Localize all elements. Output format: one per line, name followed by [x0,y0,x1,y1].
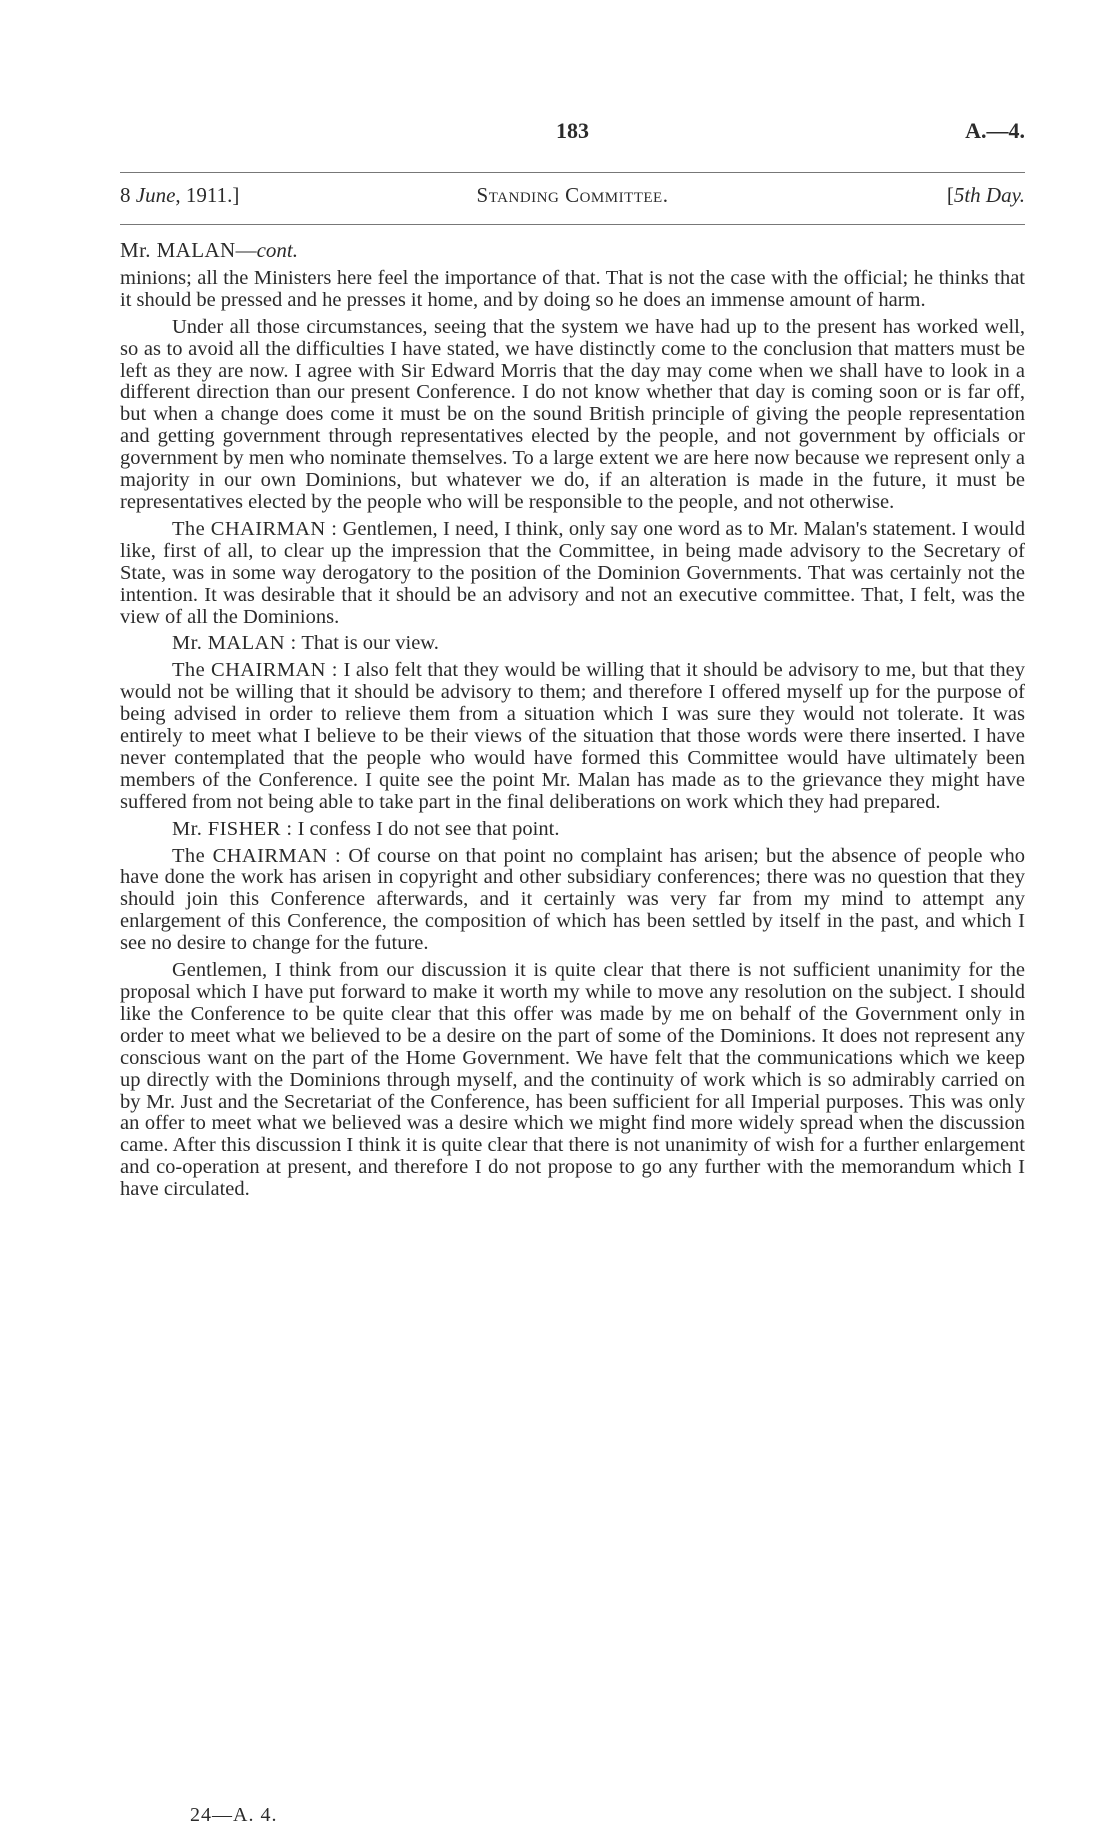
running-head-title: Standing Committee. [476,183,669,207]
paragraph-1 [120,268,1025,312]
paragraph-7 [120,846,1025,956]
paragraph-8 [120,960,1025,1201]
paragraph-speaker: Mr. MALAN : [172,632,297,655]
header-rule-bottom [120,224,1025,225]
running-head [120,183,1025,219]
paragraph-text: Of course on that point no complaint has arisen; but the absence of people who have done the work has arisen in copyright and other subsidiary conferences; there was no question that they should join this Conference afterwards, and it certainly was very far from my mind to attempt any enlargement of this Conference, the composition of which has been settled by itself in the past, and which I see no desire to change for the future. [120,844,1025,955]
paper-reference: A.—4. [965,118,1025,143]
paragraph-text: I confess I do not see that point. [292,817,560,840]
paragraph-text: Gentlemen, I need, I think, only say one word as to Mr. Malan's statement. I would like, first of all, to clear up the impression that the Committee, in being made advisory to the Secretary of State, was in some way derogatory to the position of the Dominion Governments. That was certainly not the intention. It was desirable that it should be an advisory and not an executive committee. That, I felt, was the view of all the Dominions. [120,517,1025,628]
paragraph-3 [120,519,1025,629]
continuation-speaker: Mr. MALAN [120,238,236,262]
header-rule-top [120,172,1025,173]
paragraph-4 [120,633,1025,655]
body-text [120,240,1025,1206]
date-prefix: 8 [120,183,136,207]
day-number: 5th [953,183,981,207]
running-head-day [947,183,1025,208]
page-number: 183 [556,118,589,143]
day-label: Day. [980,183,1025,207]
paragraph-text: Under all those circumstances, seeing that the system we have had up to the present has worked well, so as to avoid all the difficulties I have stated, we have distinctly come to the conclusion that matters must be left as they are now. I agree with Sir Edward Morris that the day may come when we shall have to look in a different direction than our present Conference. I do not know whether that day is coming soon or is far off, but when a change does come it must be on the sound British principle of giving the people representation and getting government through representatives elected by the people, and not government by officials or government by men who nominate themselves. To a large extent we are here now because we represent only a majority in our own Dominions, but whatever we do, if an alteration is made in the future, it must be representatives elected by the people who will be responsible to the people, and not otherwise. [120,315,1025,513]
date-month: June [135,183,176,207]
paragraph-speaker: The CHAIRMAN : [172,659,338,682]
paragraph-speaker: The CHAIRMAN : [172,517,338,540]
page-header [120,118,1025,158]
paragraph-text: minions; all the Ministers here feel the importance of that. That is not the case with the official; he thinks that it should be pressed and he presses it home, and by doing so he does an immense amount of harm. [120,266,1025,311]
signature-mark: 24—A. 4. [190,1804,278,1826]
paragraph-text: That is our view. [296,632,439,655]
paragraph-speaker: Mr. FISHER : [172,817,293,840]
paragraph-text: I also felt that they would be willing that it should be advisory to me, but that they would not be willing that it should be advisory to them; and therefore I offered myself up for the purpose of being advised in order to relieve them from a situation which I was sure they would not tolerate. It was entirely to meet what I believe to be their views of the situation that those words were there inserted. I have never contemplated that the people who would have formed this Committee would have ultimately been members of the Conference. I quite see the point Mr. Malan has made as to the grievance they might have suffered from not being able to take part in the final deliberations on work which they had prepared. [120,659,1026,813]
paragraph-speaker: The CHAIRMAN : [172,844,342,867]
paragraph-2 [120,317,1025,514]
continuation-dash: — [235,238,257,262]
date-suffix: , 1911.] [175,183,240,207]
continuation-cont: cont. [256,238,299,262]
paragraph-text: Gentlemen, I think from our discussion it is quite clear that there is not sufficient unanimity for the proposal which I have put forward to make it worth my while to move any resolution on the subject. I should like the Conference to be quite clear that this offer was made by me on behalf of the Government only in order to meet what we believed to be a desire on the part of some of the Dominions. It does not represent any conscious want on the part of the Home Government. We have felt that the communications which we keep up directly with the Dominions through myself, and the continuity of work which is so admirably carried on by Mr. Just and the Secretariat of the Conference, has been sufficient for all Imperial purposes. This was only an offer to meet what we believed was a desire which we might find more widely spread when the discussion came. After this discussion I think it is quite clear that there is not unanimity of wish for a further enlargement and co-operation at present, and therefore I do not propose to go any further with the memorandum which I have circulated. [120,959,1025,1201]
day-open: [ [946,183,954,207]
paragraph-6 [120,819,1025,841]
continuation-heading [120,240,1025,262]
paragraph-5 [120,660,1025,813]
